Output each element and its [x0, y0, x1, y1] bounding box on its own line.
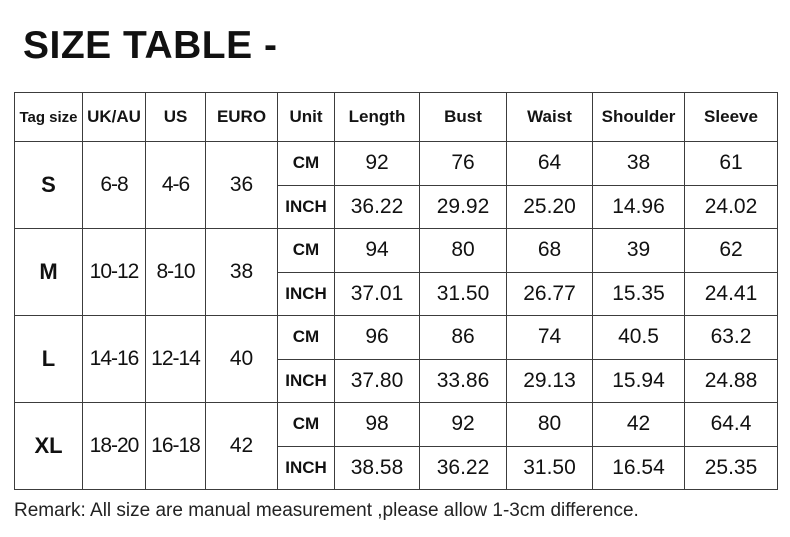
cell-l-cm-length: 96 [335, 316, 420, 360]
cell-m-cm-sleeve: 62 [685, 229, 778, 273]
cell-l-euro: 40 [206, 316, 278, 403]
header-length: Length [335, 93, 420, 142]
cell-xl-inch-length: 38.58 [335, 446, 420, 490]
header-shoulder: Shoulder [593, 93, 685, 142]
header-waist: Waist [507, 93, 593, 142]
cell-s-inch-bust: 29.92 [420, 185, 507, 229]
cell-m-inch-shoulder: 15.35 [593, 272, 685, 316]
cell-xl-us: 16-18 [146, 403, 206, 490]
cell-m-ukau: 10-12 [83, 229, 146, 316]
header-us: US [146, 93, 206, 142]
cell-xl-cm-bust: 92 [420, 403, 507, 447]
cell-xl-cm-shoulder: 42 [593, 403, 685, 447]
cell-m-cm-waist: 68 [507, 229, 593, 273]
cell-l-inch-shoulder: 15.94 [593, 359, 685, 403]
cell-l-cm-unit: CM [278, 316, 335, 360]
cell-l-us: 12-14 [146, 316, 206, 403]
cell-m-cm-length: 94 [335, 229, 420, 273]
cell-m-us: 8-10 [146, 229, 206, 316]
table-header-row [15, 93, 778, 142]
cell-s-cm-unit: CM [278, 142, 335, 186]
header-euro: EURO [206, 93, 278, 142]
cell-xl-inch-shoulder: 16.54 [593, 446, 685, 490]
cell-m-inch-bust: 31.50 [420, 272, 507, 316]
cell-m-cm-unit: CM [278, 229, 335, 273]
cell-m-cm-bust: 80 [420, 229, 507, 273]
page-title: SIZE TABLE - [23, 24, 278, 67]
cell-l-cm-waist: 74 [507, 316, 593, 360]
cell-s-inch-sleeve: 24.02 [685, 185, 778, 229]
cell-xl-euro: 42 [206, 403, 278, 490]
cell-s-cm-sleeve: 61 [685, 142, 778, 186]
cell-s-cm-length: 92 [335, 142, 420, 186]
cell-m-cm-shoulder: 39 [593, 229, 685, 273]
cell-s-euro: 36 [206, 142, 278, 229]
header-sleeve: Sleeve [685, 93, 778, 142]
cell-xl-inch-waist: 31.50 [507, 446, 593, 490]
cell-l-inch-length: 37.80 [335, 359, 420, 403]
cell-m-tag: M [15, 229, 83, 316]
table-row-s-cm [15, 142, 778, 186]
cell-m-inch-waist: 26.77 [507, 272, 593, 316]
cell-xl-cm-sleeve: 64.4 [685, 403, 778, 447]
header-bust: Bust [420, 93, 507, 142]
cell-m-euro: 38 [206, 229, 278, 316]
cell-l-ukau: 14-16 [83, 316, 146, 403]
cell-xl-tag: XL [15, 403, 83, 490]
cell-m-inch-sleeve: 24.41 [685, 272, 778, 316]
cell-xl-cm-waist: 80 [507, 403, 593, 447]
header-uk-au: UK/AU [83, 93, 146, 142]
cell-s-cm-waist: 64 [507, 142, 593, 186]
cell-l-cm-shoulder: 40.5 [593, 316, 685, 360]
cell-s-inch-shoulder: 14.96 [593, 185, 685, 229]
cell-xl-inch-bust: 36.22 [420, 446, 507, 490]
cell-l-cm-sleeve: 63.2 [685, 316, 778, 360]
cell-s-inch-waist: 25.20 [507, 185, 593, 229]
cell-l-cm-bust: 86 [420, 316, 507, 360]
cell-s-inch-length: 36.22 [335, 185, 420, 229]
header-tag-size: Tag size [15, 93, 83, 142]
table-row-l-cm [15, 316, 778, 360]
cell-m-inch-length: 37.01 [335, 272, 420, 316]
header-unit: Unit [278, 93, 335, 142]
table-row-m-cm [15, 229, 778, 273]
cell-l-tag: L [15, 316, 83, 403]
cell-xl-inch-unit: INCH [278, 446, 335, 490]
cell-s-ukau: 6-8 [83, 142, 146, 229]
table-row-xl-cm [15, 403, 778, 447]
cell-s-us: 4-6 [146, 142, 206, 229]
cell-xl-cm-unit: CM [278, 403, 335, 447]
cell-l-inch-unit: INCH [278, 359, 335, 403]
remark-text: Remark: All size are manual measurement ,please allow 1-3cm difference. [14, 500, 639, 521]
cell-xl-cm-length: 98 [335, 403, 420, 447]
cell-xl-ukau: 18-20 [83, 403, 146, 490]
cell-s-inch-unit: INCH [278, 185, 335, 229]
cell-s-cm-bust: 76 [420, 142, 507, 186]
size-table [14, 92, 778, 490]
cell-s-cm-shoulder: 38 [593, 142, 685, 186]
cell-s-tag: S [15, 142, 83, 229]
cell-l-inch-waist: 29.13 [507, 359, 593, 403]
cell-l-inch-bust: 33.86 [420, 359, 507, 403]
cell-m-inch-unit: INCH [278, 272, 335, 316]
cell-xl-inch-sleeve: 25.35 [685, 446, 778, 490]
cell-l-inch-sleeve: 24.88 [685, 359, 778, 403]
